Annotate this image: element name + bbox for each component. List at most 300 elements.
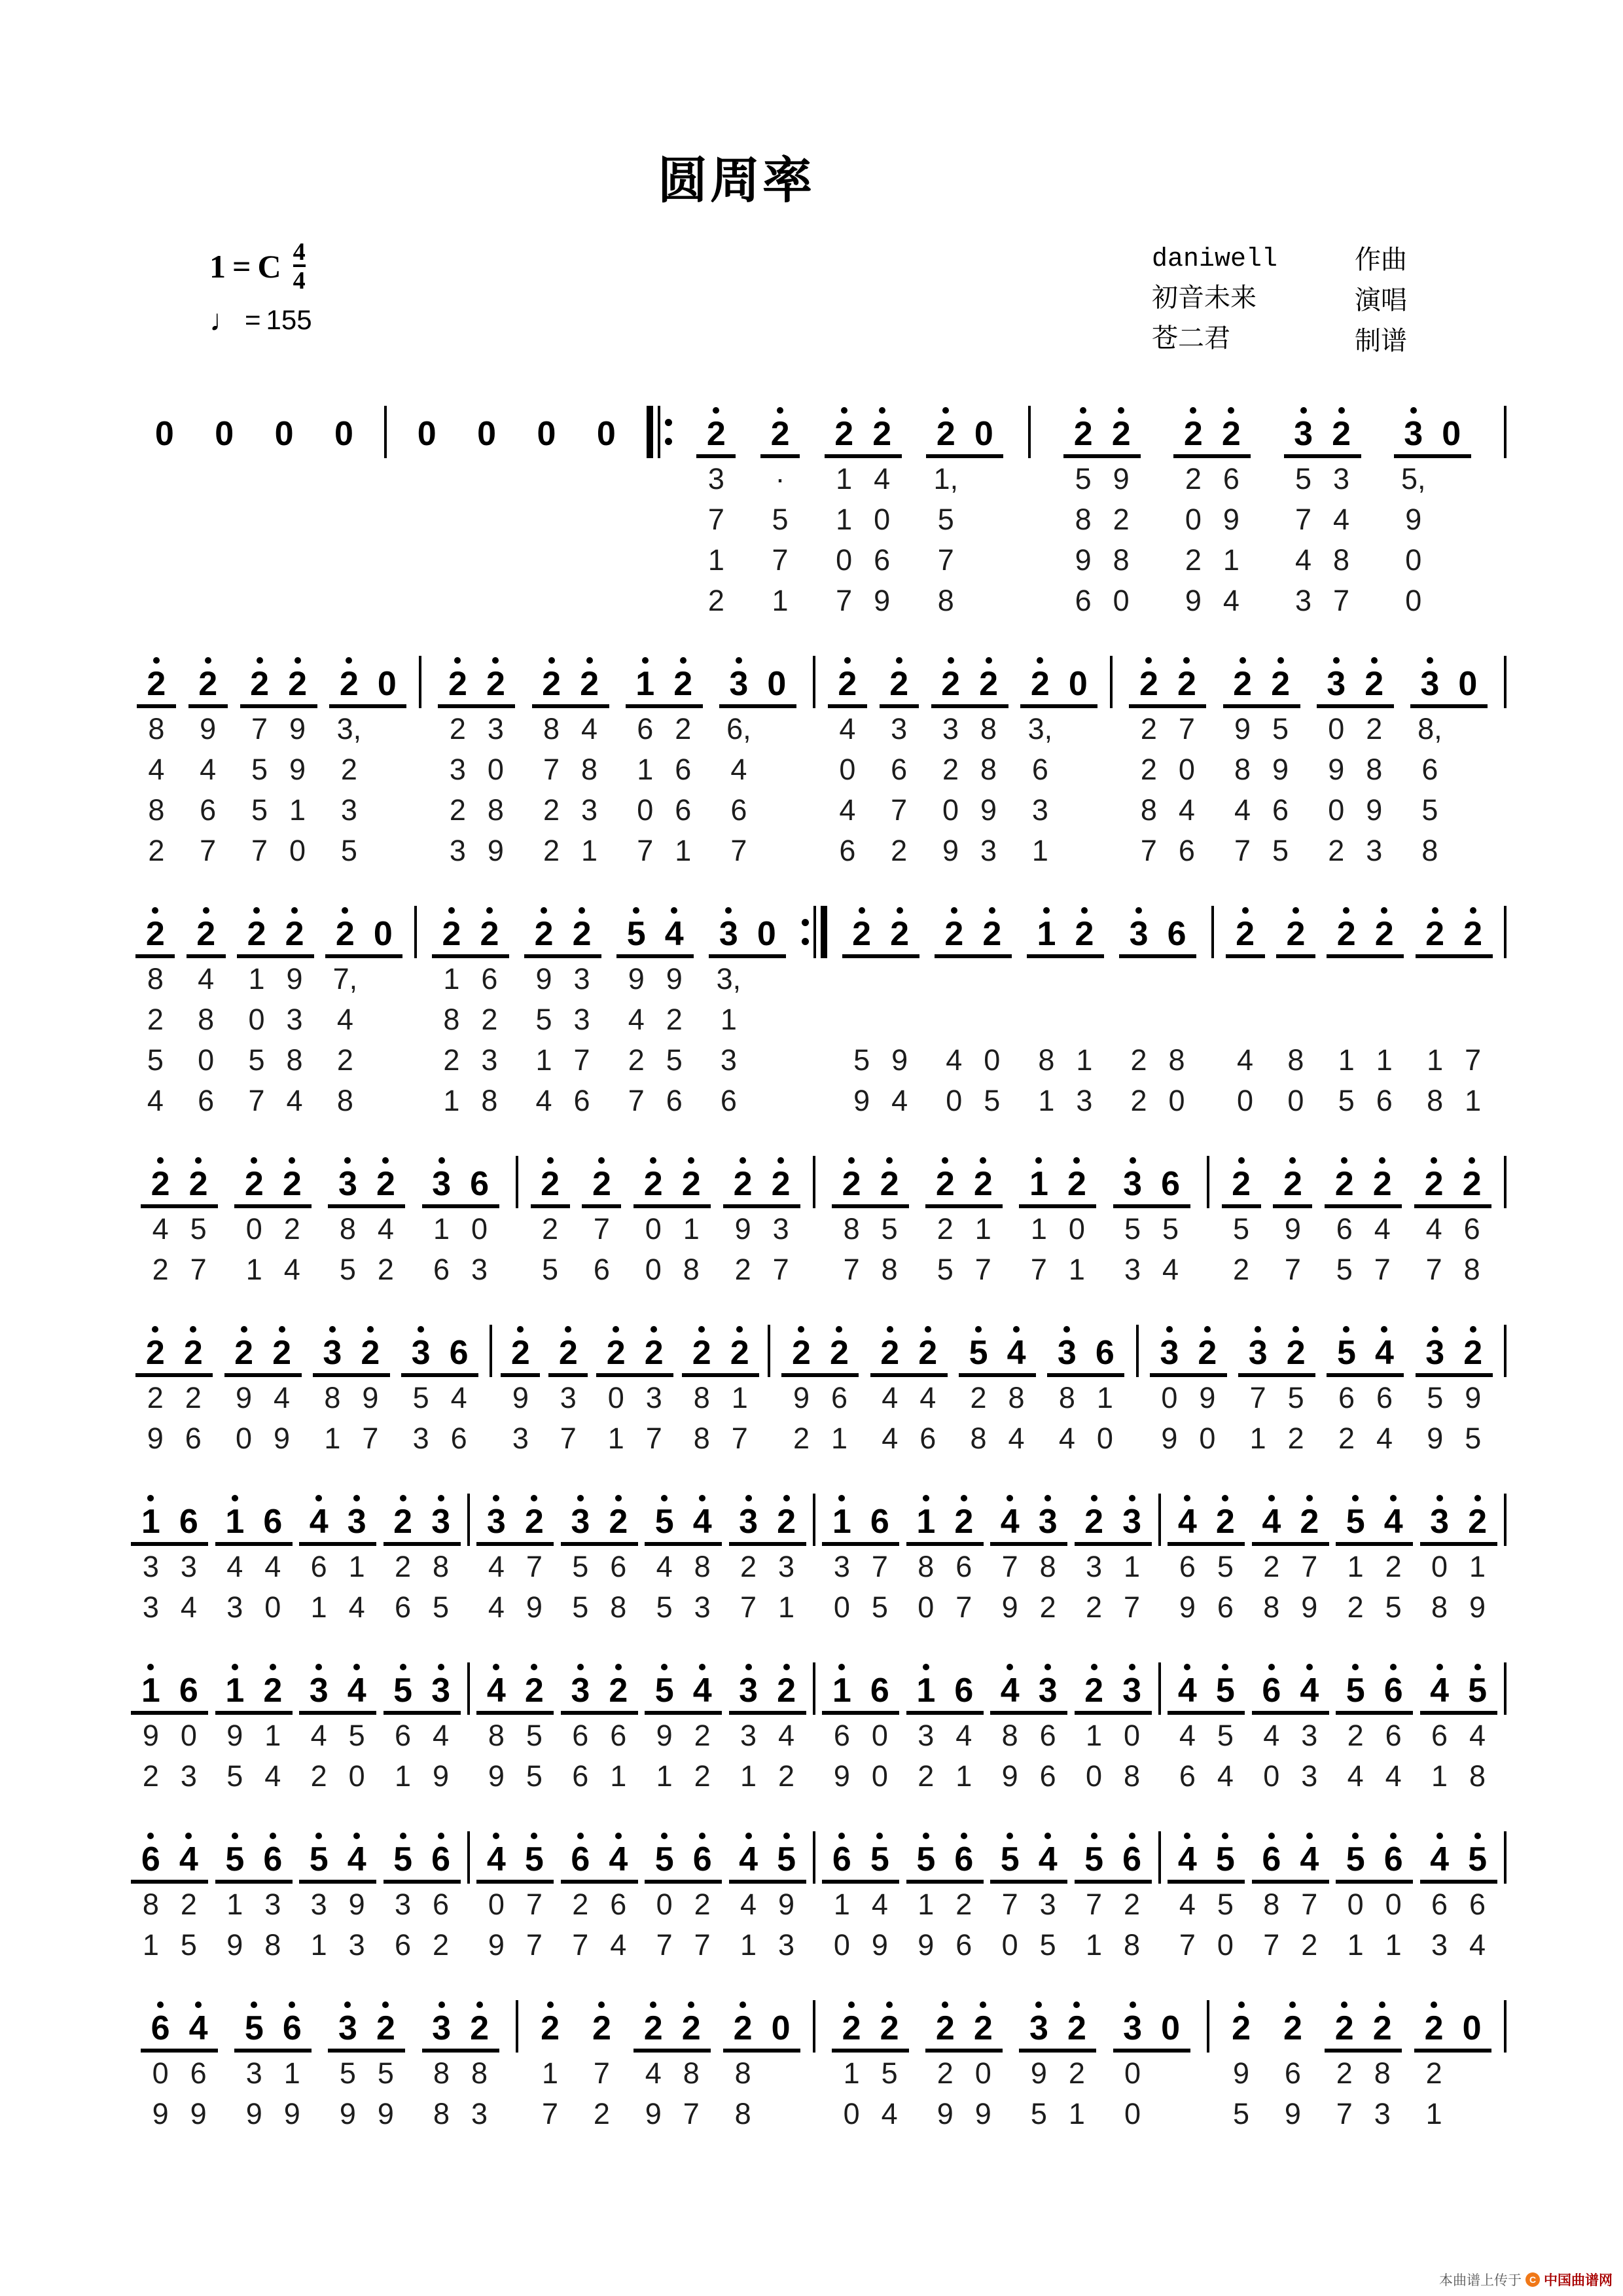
octave-dot-icon (1268, 1495, 1275, 1501)
octave-dot-icon (942, 407, 949, 414)
lyric-syllable: 8 (1124, 1928, 1141, 1962)
jianpu-note: 2 (285, 915, 304, 953)
jianpu-note: 2 (733, 1165, 753, 1203)
repeat-dot-icon (665, 419, 672, 426)
lyric-group (935, 1045, 1012, 1075)
lyric-syllable: 8 (734, 2056, 751, 2090)
octave-dot-icon (841, 407, 847, 414)
lyric-group (1276, 1045, 1315, 1075)
note-slot (1152, 2001, 1190, 2045)
lyric-group (696, 545, 736, 575)
note-group (1414, 1157, 1491, 1208)
lyric-group (234, 2096, 312, 2130)
lyric-syllable (758, 795, 796, 825)
lyric-row (815, 830, 1110, 870)
note-slot (861, 1664, 899, 1708)
lyric-syllable: 4 (535, 1083, 552, 1117)
lyric-syllable: 0 (248, 1002, 265, 1036)
measure (1031, 403, 1504, 620)
lyric-syllable (1433, 545, 1471, 575)
jianpu-note: 2 (1030, 665, 1050, 703)
lyric-syllable: 7 (937, 543, 954, 577)
octave-dot-icon (315, 1495, 322, 1501)
lyric-group (723, 2058, 800, 2088)
octave-dot-icon (1255, 1326, 1261, 1333)
jianpu-note: 2 (1332, 415, 1351, 453)
lyric-group (1129, 752, 1206, 786)
octave-dot-icon (1184, 1664, 1190, 1670)
note-slot (965, 407, 1003, 451)
note-group (476, 1664, 554, 1715)
note-slot (635, 1326, 673, 1370)
lyric-syllable: 2 (675, 711, 692, 745)
lyric-group (729, 1592, 806, 1622)
octave-dot-icon (651, 1326, 657, 1333)
note-group (1273, 2001, 1312, 2053)
lyric-group (325, 1083, 402, 1117)
lyric-syllable: 5 (656, 1590, 673, 1624)
lyric-group (906, 1592, 984, 1622)
octave-dot-icon (586, 657, 593, 664)
jianpu-note: 3 (571, 1503, 590, 1541)
note-slot (235, 1157, 273, 1201)
lyric-syllable: 1 (1086, 1928, 1103, 1962)
lyric-row (1161, 1715, 1504, 1755)
jianpu-note: 4 (1177, 1503, 1197, 1541)
lyric-syllable: 3 (449, 752, 466, 786)
note-group (990, 1664, 1067, 1715)
lyric-syllable: 0 (1347, 1887, 1364, 1921)
jianpu-note: 4 (664, 915, 684, 953)
lyric-syllable: 2 (449, 711, 466, 745)
lyric-group (990, 1549, 1067, 1583)
credit-name: daniwell (1152, 245, 1278, 274)
lyric-group (1336, 1887, 1413, 1921)
lyric-syllable: 8 (843, 1211, 860, 1246)
note-slot (1411, 657, 1449, 701)
lyric-group (1273, 2058, 1312, 2088)
melody-row (1139, 1322, 1504, 1377)
lyric-group (188, 795, 228, 825)
lyric-group (1284, 583, 1361, 617)
note-group (1168, 1495, 1245, 1546)
lyric-syllable: 9 (1284, 2096, 1301, 2130)
lyric-syllable (1433, 464, 1471, 493)
lyric-row (518, 1249, 813, 1289)
lyric-group (760, 583, 800, 617)
note-group (1173, 407, 1251, 458)
lyric-syllable: 0 (1263, 1759, 1280, 1793)
lyric-group (828, 795, 867, 825)
lyric-group (1019, 1211, 1096, 1246)
jianpu-note: 2 (263, 1672, 283, 1710)
octave-dot-icon (1379, 1157, 1385, 1164)
lyric-group (1327, 1421, 1404, 1455)
repeat-dots-icon (802, 919, 809, 945)
lyric-syllable: 2 (449, 793, 466, 827)
lyric-syllable (368, 836, 406, 865)
lyric-group (596, 1421, 673, 1455)
lyric-syllable: 3 (581, 793, 598, 827)
note-slot (1150, 1326, 1188, 1370)
lyric-group (432, 1083, 509, 1117)
note-slot (189, 657, 227, 701)
lyric-syllable: 8 (1058, 1380, 1075, 1414)
lyric-row (124, 1418, 490, 1458)
lyric-group (1414, 2058, 1491, 2088)
lyric-syllable: 3 (310, 1887, 327, 1921)
note-slot (440, 1326, 478, 1370)
lyric-syllable: 6 (833, 1718, 850, 1752)
lyric-group (1416, 1421, 1493, 1455)
lyric-group (422, 2096, 499, 2130)
lyric-row (124, 1039, 414, 1080)
lyric-group (476, 1718, 554, 1752)
jianpu-note: 5 (225, 1840, 245, 1878)
system-line (124, 1998, 1507, 2134)
note-group (1252, 1833, 1329, 1884)
lyric-group (729, 1930, 806, 1960)
lyric-syllable: 3 (942, 711, 959, 745)
lyric-group (822, 1930, 899, 1960)
lyric-syllable: 1 (1031, 833, 1048, 867)
lyric-group (137, 711, 176, 745)
lyric-syllable: 8 (1333, 543, 1350, 577)
note-group (729, 1833, 806, 1884)
lyric-syllable: 9 (734, 1211, 751, 1246)
lyric-syllable: 4 (336, 1002, 353, 1036)
lyric-syllable: 1 (836, 461, 853, 495)
lyric-group (645, 1718, 722, 1752)
lyric-group (906, 1930, 984, 1960)
lyric-syllable: 7 (731, 1421, 748, 1455)
lyric-group (135, 961, 175, 996)
melody-row (1031, 403, 1504, 458)
octave-dot-icon (1228, 407, 1234, 414)
lyric-row (815, 2093, 1207, 2134)
lyric-syllable: 0 (1124, 1718, 1141, 1752)
lyric-row (518, 2093, 813, 2134)
jianpu-note: 0 (477, 415, 497, 453)
header (209, 240, 1466, 361)
octave-dot-icon (1474, 1664, 1481, 1670)
lyric-group (383, 1718, 461, 1752)
lyric-syllable: 1 (1431, 1759, 1448, 1793)
lyric-group (1222, 2096, 1261, 2130)
lyric-syllable: 9 (936, 2096, 954, 2130)
lyric-group (141, 2058, 218, 2088)
lyric-syllable: 1 (283, 2056, 300, 2090)
note-slot (169, 1664, 207, 1708)
jianpu-note: 2 (1374, 915, 1394, 953)
lyric-syllable: 2 (1347, 1718, 1364, 1752)
lyric-syllable: 4 (730, 752, 747, 786)
lyric-syllable: 6 (433, 1887, 450, 1921)
lyric-group (1020, 711, 1097, 745)
octave-dot-icon (699, 1833, 705, 1839)
octave-dot-icon (1306, 1495, 1313, 1501)
lyric-syllable: 0 (1001, 1928, 1018, 1962)
octave-dot-icon (257, 657, 263, 664)
lyric-syllable: 4 (778, 1718, 795, 1752)
lyric-syllable: 9 (1199, 1380, 1216, 1414)
lyric-syllable: 8 (1124, 1759, 1141, 1793)
measure (518, 1998, 813, 2134)
lyric-group (832, 1211, 909, 1246)
lyric-row (470, 1715, 813, 1755)
note-slot (881, 907, 919, 951)
octave-dot-icon (152, 1326, 158, 1333)
lyric-group (561, 1592, 638, 1622)
note-group (1222, 1157, 1261, 1208)
lyric-syllable: 4 (450, 1380, 467, 1414)
note-group (1020, 657, 1097, 708)
note-slot (870, 2001, 908, 2045)
note-slot (1327, 907, 1365, 951)
octave-dot-icon (783, 1833, 790, 1839)
note-slot (1075, 1833, 1113, 1876)
lyric-syllable (364, 1045, 402, 1075)
note-slot (1065, 907, 1103, 951)
lyric-syllable: 2 (1185, 461, 1202, 495)
octave-dot-icon (346, 657, 352, 664)
octave-dot-icon (948, 657, 954, 664)
note-slot (768, 1664, 806, 1708)
note-group (1168, 1833, 1245, 1884)
octave-dot-icon (1007, 1664, 1013, 1670)
lyric-syllable: 5 (1421, 793, 1438, 827)
lyric-group (723, 1211, 800, 1246)
lyric-syllable: 3 (1301, 1759, 1318, 1793)
lyric-syllable: 0 (1328, 793, 1345, 827)
lyric-syllable: 7 (1374, 1252, 1391, 1286)
jianpu-note: 0 (1068, 665, 1088, 703)
note-group (582, 1157, 621, 1208)
measure (124, 903, 414, 1121)
lyric-group (131, 1718, 208, 1752)
lyric-syllable (368, 755, 406, 784)
melody-row (492, 1322, 768, 1377)
lyric-group (828, 833, 867, 867)
note-slot (991, 1664, 1029, 1708)
octave-dot-icon (577, 1664, 584, 1670)
lyric-row (672, 580, 1028, 620)
lyric-syllable: 4 (274, 1380, 291, 1414)
notation-system (124, 1829, 1507, 1965)
lyric-syllable: 9 (236, 1380, 253, 1414)
lyric-syllable: 9 (488, 1759, 505, 1793)
jianpu-note: 5 (309, 1840, 329, 1878)
lyric-row (124, 1924, 467, 1965)
melody-row (470, 1660, 813, 1715)
note-slot (1226, 907, 1264, 951)
lyric-syllable: 9 (487, 833, 504, 867)
lyric-syllable: 6 (637, 711, 654, 745)
jianpu-note: 5 (654, 1503, 674, 1541)
jianpu-note: 4 (609, 1840, 628, 1878)
note-slot (1114, 1157, 1152, 1201)
lyric-syllable: 8 (487, 793, 504, 827)
octave-dot-icon (1204, 1326, 1211, 1333)
note-group (527, 407, 566, 458)
lyric-group (926, 545, 1003, 575)
octave-dot-icon (740, 2001, 746, 2008)
lyric-syllable: 1 (707, 543, 724, 577)
octave-dot-icon (886, 1157, 893, 1164)
lyric-group (432, 961, 509, 996)
note-slot (747, 907, 785, 951)
jianpu-note: 2 (244, 1165, 264, 1203)
lyric-row (815, 708, 1110, 749)
note-slot (1113, 1664, 1151, 1708)
note-group (215, 1664, 293, 1715)
lyric-group (633, 2096, 711, 2130)
octave-dot-icon (251, 1157, 257, 1164)
lyric-group (1020, 833, 1097, 867)
note-slot (263, 1326, 301, 1370)
lyric-group (616, 1002, 694, 1036)
lyric-syllable: 2 (147, 1380, 164, 1414)
jianpu-note: 0 (1462, 2009, 1482, 2047)
lyric-group (1047, 1421, 1124, 1455)
lyric-syllable: 5 (348, 1718, 365, 1752)
lyric-syllable: 7 (772, 1252, 789, 1286)
barline-thin (1504, 1325, 1507, 1377)
lyric-syllable: 3 (226, 1590, 243, 1624)
octave-dot-icon (1044, 1664, 1051, 1670)
lyric-syllable: 9 (1001, 1590, 1018, 1624)
lyric-syllable: 2 (1068, 2056, 1085, 2090)
melody-row (387, 403, 647, 458)
measure (124, 653, 419, 870)
note-slot (132, 1833, 169, 1876)
octave-dot-icon (153, 657, 160, 664)
lyric-syllable: 7 (251, 833, 268, 867)
note-slot (216, 1495, 254, 1539)
note-group (925, 1157, 1003, 1208)
jianpu-note: 6 (870, 1672, 889, 1710)
lyric-syllable: 7 (707, 502, 724, 536)
octave-dot-icon (876, 1833, 883, 1839)
jianpu-note: 4 (1007, 1334, 1026, 1372)
lyric-syllable (762, 2099, 800, 2128)
lyric-syllable: 1 (289, 793, 306, 827)
note-slot (477, 1495, 515, 1539)
jianpu-note: 2 (1364, 665, 1384, 703)
lyric-group (1150, 1380, 1227, 1414)
octave-dot-icon (1268, 1664, 1275, 1670)
note-slot (1168, 1495, 1206, 1539)
jianpu-note: 0 (334, 415, 353, 453)
melody-row (124, 1322, 490, 1377)
note-group (959, 1326, 1036, 1377)
lyric-syllable: 6 (198, 1083, 215, 1117)
lyric-group (1226, 1083, 1265, 1117)
note-slot (169, 1833, 207, 1876)
octave-dot-icon (777, 1157, 784, 1164)
jianpu-note: 2 (792, 1334, 811, 1372)
lyric-syllable: 8 (1113, 543, 1130, 577)
lyric-row (518, 2053, 813, 2093)
lyric-syllable: 0 (1086, 1759, 1103, 1793)
lyric-group (1410, 752, 1488, 786)
octave-dot-icon (838, 1833, 845, 1839)
note-slot (571, 657, 609, 701)
octave-dot-icon (1474, 1833, 1481, 1839)
lyric-group (1063, 583, 1141, 617)
page-title: 圆周率 (658, 153, 815, 209)
lyric-row (124, 830, 419, 870)
lyric-group (299, 1761, 376, 1791)
note-slot (697, 407, 735, 451)
note-slot (384, 1664, 422, 1708)
octave-dot-icon (1352, 1495, 1359, 1501)
octave-dot-icon (671, 907, 677, 914)
lyric-group (825, 583, 902, 617)
lyric-syllable (762, 2058, 800, 2088)
note-slot (991, 1495, 1029, 1539)
jianpu-note: 4 (1300, 1672, 1319, 1710)
note-group (438, 657, 515, 708)
octave-dot-icon (289, 1157, 295, 1164)
jianpu-note: 3 (1029, 2009, 1048, 2047)
octave-dot-icon (1007, 1833, 1013, 1839)
jianpu-note: 3 (739, 1503, 758, 1541)
lyric-syllable: 6 (1431, 1718, 1448, 1752)
lyric-group (501, 1380, 540, 1414)
lyric-syllable: 6 (1039, 1759, 1056, 1793)
jianpu-note: 1 (141, 1672, 160, 1710)
lyric-group (532, 833, 609, 867)
note-slot (265, 407, 303, 451)
lyric-syllable: 9 (853, 1083, 870, 1117)
lyric-group (1284, 545, 1361, 575)
lyric-syllable: 0 (645, 1211, 662, 1246)
measure (417, 903, 802, 1121)
lyric-syllable: 7 (362, 1421, 379, 1455)
lyric-syllable: 7 (1249, 1380, 1266, 1414)
lyric-syllable: 0 (198, 1043, 215, 1077)
lyric-syllable: 8 (481, 1083, 498, 1117)
lyric-syllable: 4 (488, 1549, 505, 1583)
note-slot (761, 407, 799, 451)
lyric-syllable: 0 (289, 833, 306, 867)
barline (1504, 655, 1507, 709)
note-group (832, 1157, 909, 1208)
lyric-syllable: 7 (1179, 1928, 1196, 1962)
note-slot (1336, 1664, 1374, 1708)
lyric-group (313, 1380, 390, 1414)
measure (1161, 1491, 1504, 1627)
jianpu-note: 2 (1084, 1503, 1104, 1541)
jianpu-note: 2 (1468, 1503, 1488, 1541)
lyric-group (329, 795, 406, 825)
measure (815, 1829, 1158, 1965)
note-group (729, 1664, 806, 1715)
note-group (645, 1495, 722, 1546)
note-group (325, 407, 364, 458)
lyric-syllable: 5 (881, 2056, 898, 2090)
jianpu-note: 2 (1084, 1672, 1104, 1710)
key-equals: = (232, 248, 251, 285)
lyric-row (124, 2093, 516, 2134)
lyric-syllable: 0 (471, 1211, 488, 1246)
lyric-syllable: 8 (471, 2056, 488, 2090)
octave-dot-icon (438, 1664, 444, 1670)
jianpu-note: 2 (830, 1334, 849, 1372)
note-slot (279, 657, 317, 701)
note-slot (871, 1326, 909, 1370)
